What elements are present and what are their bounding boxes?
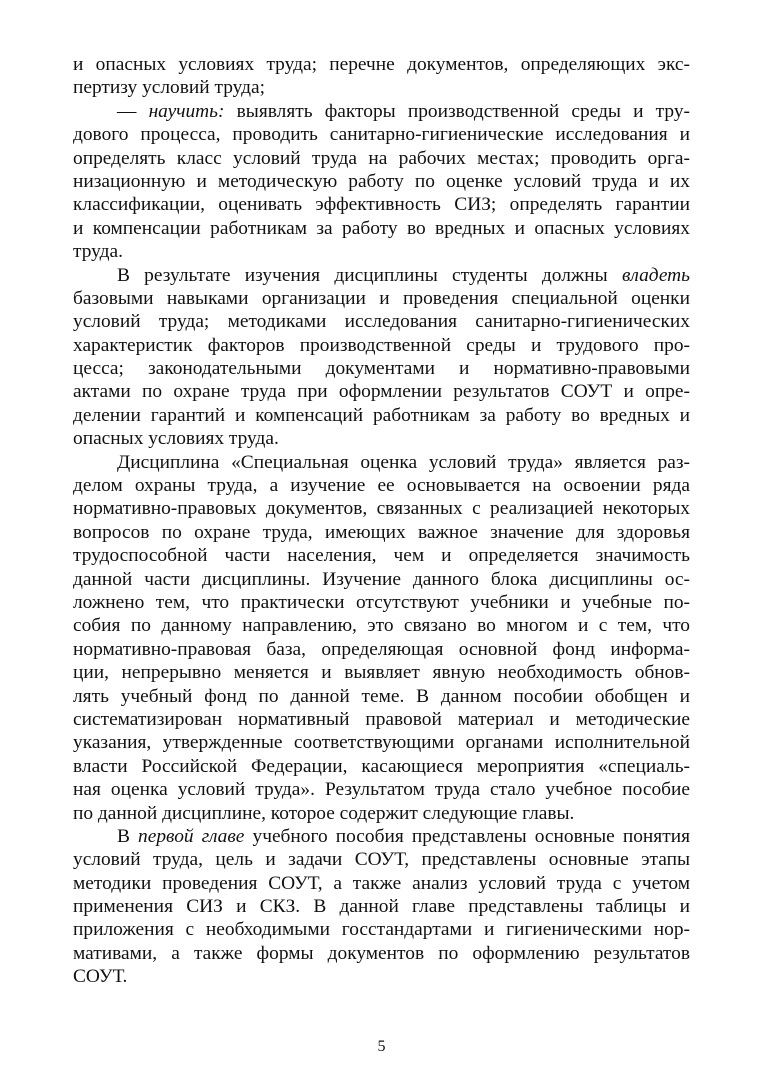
text-line: данной части дисциплины. Изучение данного блока дисциплины ос- [73,568,690,590]
text-line [73,825,690,848]
text-line: нормативно-правовых документов, связанных с реализацией некоторых [73,498,690,520]
text-line [73,264,690,287]
line-prefix: В результате изучения дисциплины студенты должны [117,264,622,286]
text-line: условий труда; методиками исследования санитарно-гигиенических [73,311,690,333]
text-line: применения СИЗ и СКЗ. В данной главе представлены таблицы и [73,896,690,918]
text-line: определять класс условий труда на рабочих местах; проводить орга- [73,147,690,169]
text-line: по данной дисциплине, которое содержит следующие главы. [73,802,575,824]
italic-term: научить: [148,100,225,122]
text-line: мативами, а также формы документов по оформлению результатов [73,942,690,964]
text-line: дового процесса, проводить санитарно-гигиенические исследования и [73,124,690,146]
text-line: низационную и методическую работу по оценке условий труда и их [73,170,690,192]
italic-term: первой главе [138,825,245,847]
text-line: делом охраны труда, а изучение ее основывается на освоении ряда [73,475,690,497]
text-line: лять учебный фонд по данной теме. В данном пособии обобщен и [73,685,690,707]
text-line: условий труда, цель и задачи СОУТ, представлены основные этапы [73,849,690,871]
text-line: вопросов по охране труда, имеющих важное значение для здоровья [73,521,690,543]
text-line: базовыми навыками организации и проведения специальной оценки [73,287,690,309]
text-line: нормативно-правовая база, определяющая основной фонд информа- [73,638,690,660]
text-line: и компенсации работникам за работу во вредных и опасных условиях [73,217,690,239]
text-line: методики проведения СОУТ, а также анализ условий труда с учетом [73,872,690,894]
text-line: Дисциплина «Специальная оценка условий труда» является раз- [117,451,690,473]
text-line: ложнено тем, что практически отсутствуют учебники и учебные по- [73,591,690,613]
text-line: приложения с необходимыми госстандартами и гигиеническими нор- [73,919,690,941]
italic-term: владеть [621,264,690,286]
text-line: пертизу условий труда; [73,77,265,99]
text-line: опасных условиях труда. [73,428,279,450]
text-line: характеристик факторов производственной среды и трудового про- [73,334,690,356]
page-number: 5 [377,1038,386,1055]
text-line: и опасных условиях труда; перечне документов, определяющих экс- [73,54,690,75]
text-line: собия по данному направлению, это связано во многом и с тем, что [73,615,690,637]
text-line: систематизирован нормативный правовой материал и методические [73,708,690,730]
line-suffix: выявлять факторы производственной среды и тру- [224,100,690,122]
text-line: власти Российской Федерации, касающиеся мероприятия «специаль- [73,755,690,777]
text-line: делении гарантий и компенсаций работникам за работу во вредных и [73,404,690,426]
line-prefix: В [117,825,139,847]
text-line: ная оценка условий труда». Результатом труда стало учебное пособие [73,779,690,801]
text-line [73,100,690,123]
text-line: ции, непрерывно меняется и выявляет явную необходимость обнов- [73,662,690,684]
text-line: актами по охране труда при оформлении результатов СОУТ и опре- [73,381,690,403]
text-line: классификации, оценивать эффективность СИЗ; определять гарантии [73,194,690,216]
line-suffix: учебного пособия представлены основные понятия [244,825,691,847]
text-line: указания, утвержденные соответствующими органами исполнительной [73,732,690,754]
text-line: труда. [73,241,123,263]
text-line: цесса; законодательными документами и нормативно-правовыми [73,358,690,380]
line-prefix: — [117,100,149,122]
text-line: СОУТ. [73,966,128,988]
text-line: трудоспособной части населения, чем и определяется значимость [73,545,690,567]
body-text [73,53,690,989]
